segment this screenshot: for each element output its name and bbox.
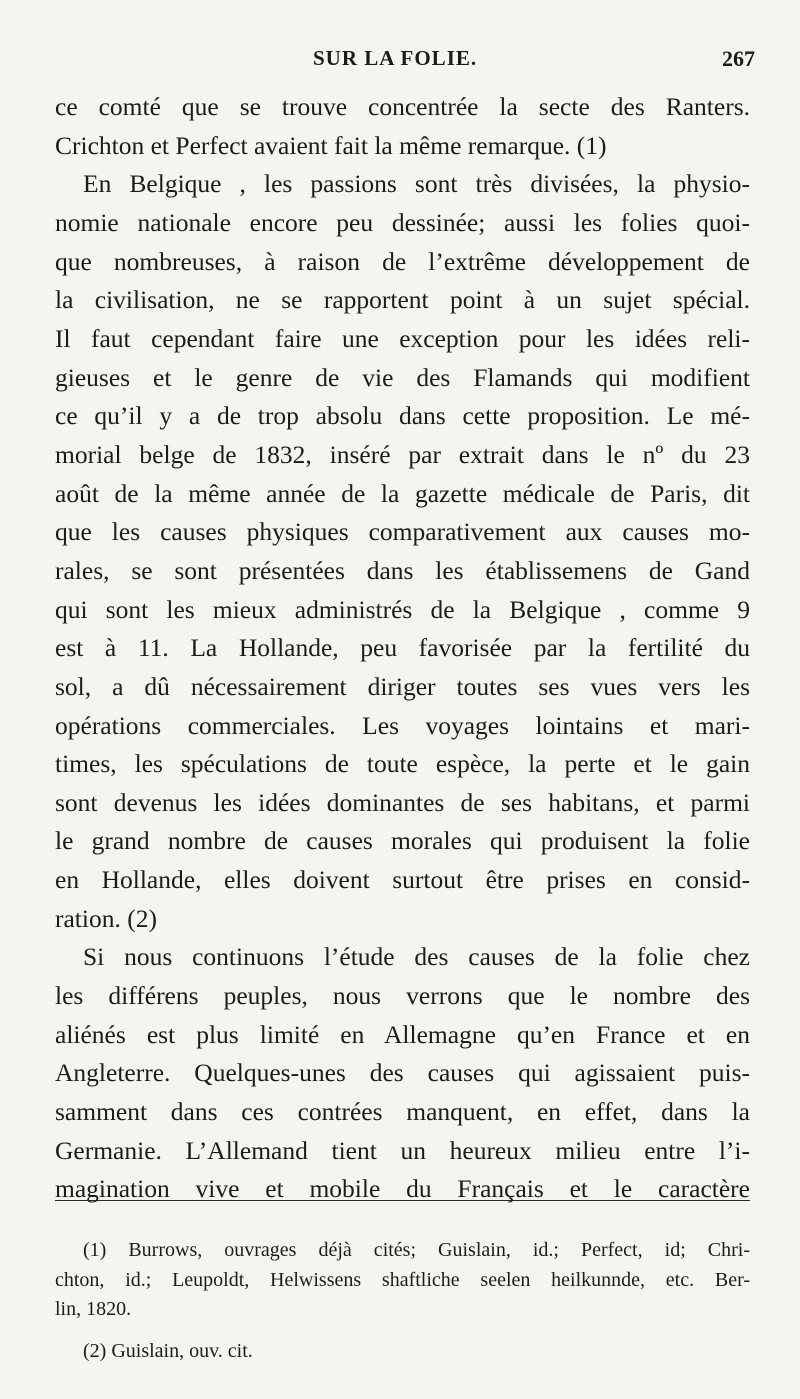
text-line: Crichton et Perfect avaient fait la même remarque. (1) — [55, 130, 607, 160]
text-line: ce qu’il y a de trop absolu dans cette proposition. Le mé- — [55, 401, 750, 431]
text-line: nomie nationale encore peu dessinée; aussi les folies quoi- — [55, 207, 750, 237]
text-line: times, les spéculations de toute espèce, la perte et le gain — [55, 749, 750, 779]
body-text — [55, 88, 750, 1209]
page-number: 267 — [722, 46, 755, 71]
text-line: la civilisation, ne se rapportent point à un sujet spécial. — [55, 285, 750, 315]
footnote-line: lin, 1820. — [55, 1298, 132, 1320]
footnote-line: (2) Guislain, ouv. cit. — [83, 1339, 253, 1362]
text-line: sont devenus les idées dominantes de ses habitans, et parmi — [55, 787, 750, 817]
text-line: aliénés est plus limité en Allemagne qu’en France et en — [55, 1019, 750, 1049]
text-line: opérations commerciales. Les voyages lointains et mari- — [55, 710, 750, 740]
running-title: SUR LA FOLIE. — [313, 46, 478, 70]
text-line: morial belge de 1832, inséré par extrait dans le nº du 23 — [55, 439, 750, 469]
text-line: que nombreuses, à raison de l’extrême développement de — [55, 246, 750, 276]
footnote-divider — [55, 1200, 750, 1201]
text-line: Angleterre. Quelques-unes des causes qui agissaient puis- — [55, 1058, 750, 1088]
footnotes — [55, 1236, 750, 1366]
text-line: Germanie. L’Allemand tient un heureux milieu entre l’i- — [55, 1135, 750, 1165]
text-line: ration. (2) — [55, 903, 157, 933]
footnote-line: chton, id.; Leupoldt, Helwissens shaftliche seelen heilkunnde, etc. Ber- — [55, 1268, 750, 1291]
text-line: que les causes physiques comparativement aux causes mo- — [55, 517, 750, 547]
text-line: les différens peuples, nous verrons que le nombre des — [55, 981, 750, 1011]
footnote-gap — [55, 1325, 750, 1337]
text-line: sol, a dû nécessairement diriger toutes ses vues vers les — [55, 671, 750, 701]
text-line: gieuses et le genre de vie des Flamands qui modifient — [55, 362, 750, 392]
text-line: En Belgique , les passions sont très divisées, la physio- — [83, 169, 750, 199]
text-line: Si nous continuons l’étude des causes de la folie chez — [83, 942, 750, 972]
text-line: magination vive et mobile du Français et le caractère — [55, 1174, 750, 1204]
text-line: ce comté que se trouve concentrée la secte des Ranters. — [55, 92, 750, 121]
text-line: rales, se sont présentées dans les établissemens de Gand — [55, 555, 750, 585]
text-line: août de la même année de la gazette médicale de Paris, dit — [55, 478, 750, 508]
page-header — [55, 42, 755, 78]
text-line: le grand nombre de causes morales qui produisent la folie — [55, 826, 750, 856]
text-line: est à 11. La Hollande, peu favorisée par la fertilité du — [55, 633, 750, 663]
text-line: qui sont les mieux administrés de la Belgique , comme 9 — [55, 594, 750, 624]
footnote-line: (1) Burrows, ouvrages déjà cités; Guislain, id.; Perfect, id; Chri- — [83, 1239, 750, 1261]
text-line: samment dans ces contrées manquent, en effet, dans la — [55, 1097, 750, 1127]
text-line: Il faut cependant faire une exception pour les idées reli- — [55, 323, 750, 353]
text-line: en Hollande, elles doivent surtout être prises en consid- — [55, 865, 750, 895]
